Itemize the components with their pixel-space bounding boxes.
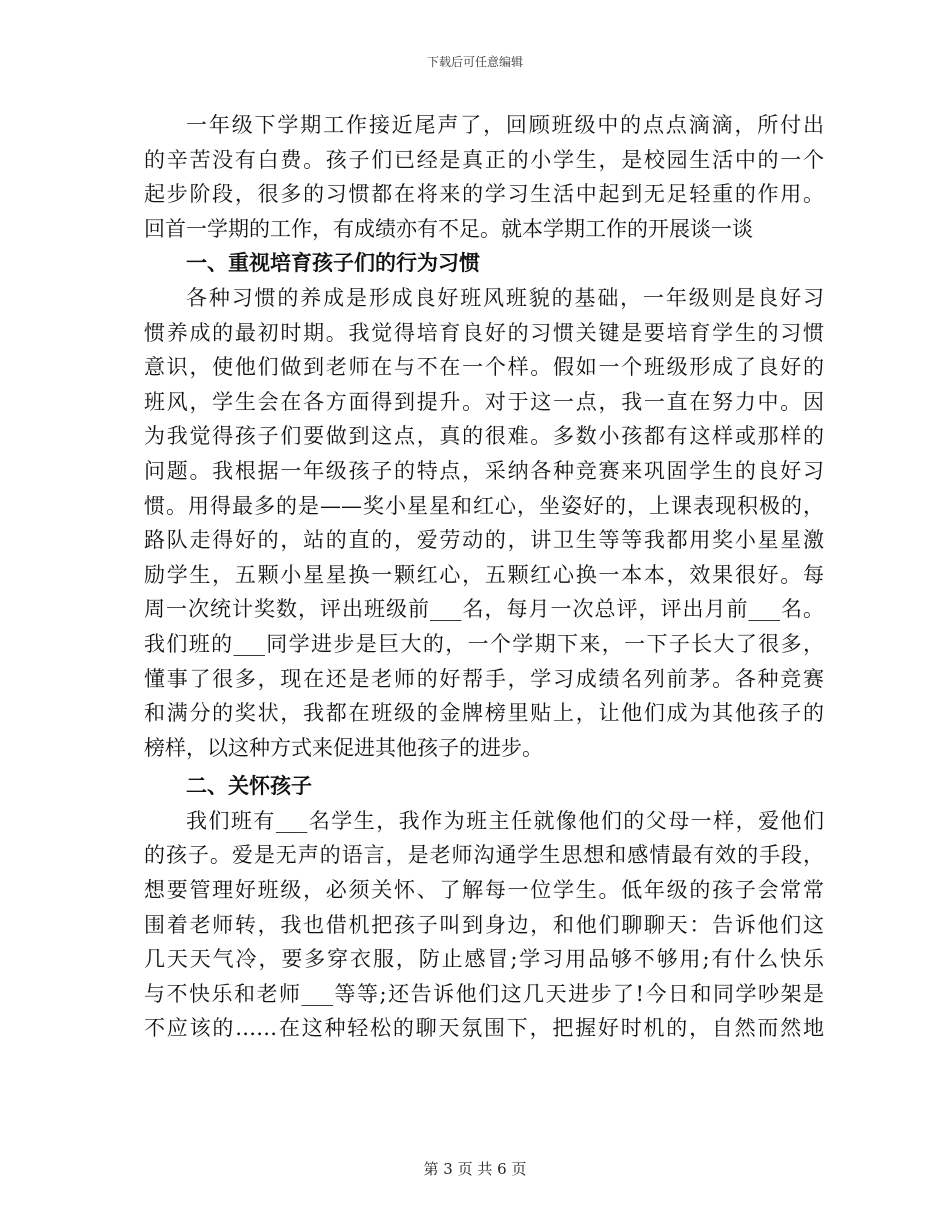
- page-number: 第 3 页 共 6 页: [423, 1160, 527, 1178]
- text-line: 各种习惯的养成是形成良好班风班貌的基础，一年级则是良好习: [186, 285, 824, 310]
- text-line: 一年级下学期工作接近尾声了，回顾班级中的点点滴滴，所付出: [186, 113, 824, 137]
- text-line: 班风，学生会在各方面得到提升。对于这一点，我一直在努力中。因: [144, 389, 824, 414]
- text-line: 回首一学期的工作，有成绩亦有不足。就本学期工作的开展谈一谈: [144, 216, 753, 241]
- text-line: 的孩子。爱是无声的语言，是老师沟通学生思想和感情最有效的手段，: [144, 843, 824, 868]
- text-line: 问题。我根据一年级孩子的特点，采纳各种竞赛来巩固学生的良好习: [144, 458, 824, 483]
- text-line: 和满分的奖状，我都在班级的金牌榜里贴上，让他们成为其他孩子的: [144, 701, 824, 726]
- text-line: 几天天气冷，要多穿衣服，防止感冒;学习用品够不够用;有什么快乐: [144, 947, 824, 972]
- text-line: 惯养成的最初时期。我觉得培育良好的习惯关键是要培育学生的习惯: [144, 320, 824, 345]
- text-line: 围着老师转，我也借机把孩子叫到身边，和他们聊聊天：告诉他们这: [144, 912, 824, 937]
- page-header-note: 下载后可任意编辑: [426, 55, 523, 69]
- text-line: 意识，使他们做到老师在与不在一个样。假如一个班级形成了良好的: [144, 355, 824, 380]
- section-heading-1: 一、重视培育孩子们的行为习惯: [186, 250, 480, 276]
- text-line: 励学生，五颗小星星换一颗红心，五颗红心换一本本，效果很好。每: [144, 562, 824, 587]
- text-line: 榜样，以这种方式来促进其他孩子的进步。: [144, 735, 543, 760]
- text-line: 想要管理好班级，必须关怀、了解每一位学生。低年级的孩子会常常: [144, 878, 824, 903]
- text-line: 惯。用得最多的是——奖小星星和红心，坐姿好的，上课表现积极的，: [144, 493, 824, 518]
- text-line: 我们班有___名学生，我作为班主任就像他们的父母一样，爱他们: [186, 808, 824, 833]
- text-line: 我们班的___同学进步是巨大的，一个学期下来，一下子长大了很多，: [144, 631, 824, 656]
- text-line: 懂事了很多，现在还是老师的好帮手，学习成绩名列前茅。各种竞赛: [144, 666, 824, 691]
- text-line: 不应该的……在这种轻松的聊天氛围下，把握好时机的，自然而然地: [144, 1016, 824, 1041]
- text-line: 起步阶段，很多的习惯都在将来的学习生活中起到无足轻重的作用。: [144, 182, 824, 207]
- text-line: 路队走得好的，站的直的，爱劳动的，讲卫生等等我都用奖小星星激: [144, 528, 824, 553]
- text-line: 与不快乐和老师___等等;还告诉他们这几天进步了!今日和同学吵架是: [144, 981, 824, 1006]
- text-line: 周一次统计奖数，评出班级前___名，每月一次总评，评出月前___名。: [144, 597, 824, 622]
- text-line: 为我觉得孩子们要做到这点，真的很难。多数小孩都有这样或那样的: [144, 424, 824, 449]
- section-1-paragraph: [144, 281, 824, 765]
- section-heading-2: 二、关怀孩子: [186, 773, 312, 799]
- section-2-paragraph: [144, 804, 824, 1046]
- intro-paragraph: [144, 108, 824, 246]
- document-body: [144, 108, 824, 1046]
- text-line: 的辛苦没有白费。孩子们已经是真正的小学生，是校园生活中的一个: [144, 147, 824, 172]
